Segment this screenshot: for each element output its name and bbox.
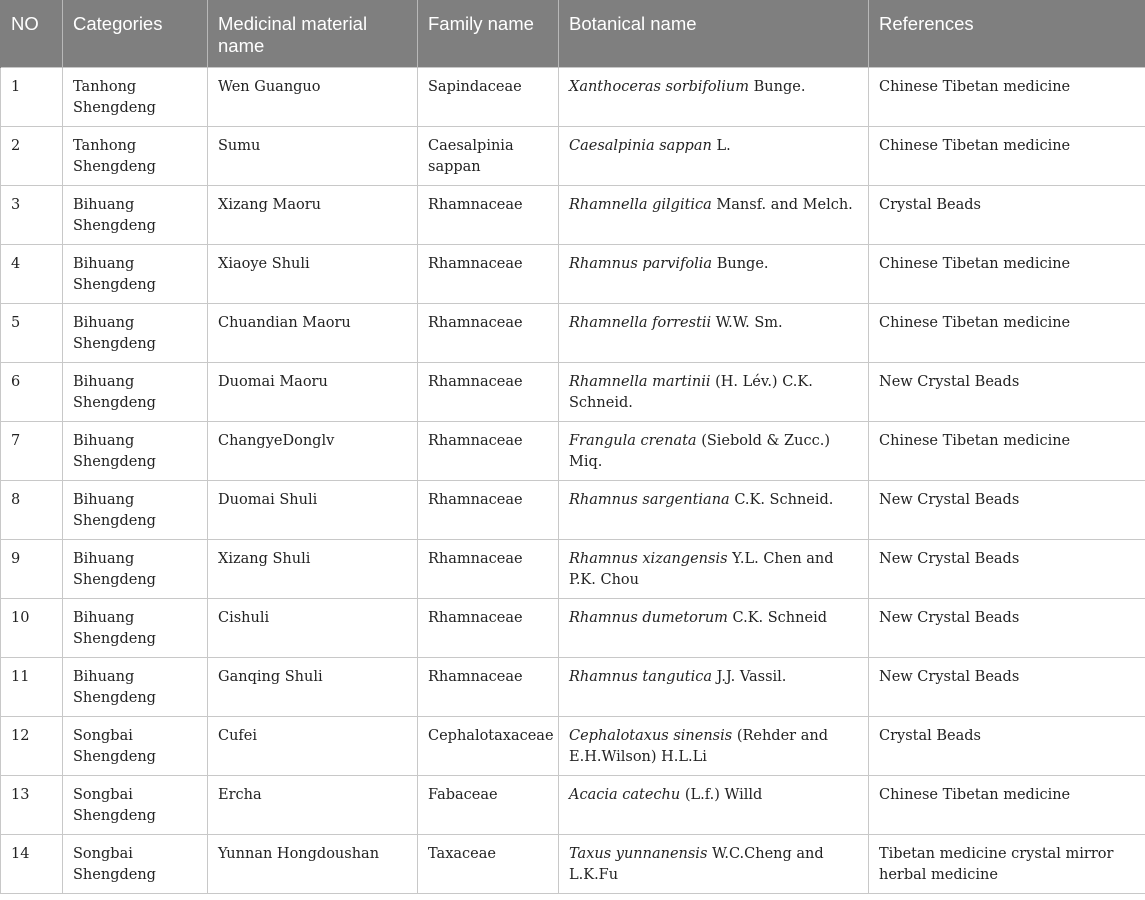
cell-botanical-name: [559, 776, 869, 835]
authority-name: Y.L. Chen and P.K. Chou: [569, 551, 834, 588]
table-row: [1, 363, 1145, 422]
cell-botanical-name: [559, 363, 869, 422]
cell-reference: New Crystal Beads: [869, 363, 1145, 422]
cell-category: Bihuang Shengdeng: [63, 481, 208, 540]
cell-family-name: Rhamnaceae: [418, 481, 559, 540]
header-categories: Categories: [63, 0, 208, 68]
authority-name: W.W. Sm.: [715, 315, 783, 331]
species-name: Rhamnella gilgitica: [569, 197, 712, 213]
cell-category: Bihuang Shengdeng: [63, 186, 208, 245]
cell-reference: New Crystal Beads: [869, 658, 1145, 717]
species-name: Xanthoceras sorbifolium: [569, 79, 750, 95]
cell-material-name: Ganqing Shuli: [208, 658, 418, 717]
authority-name: (L.f.) Willd: [684, 787, 763, 803]
cell-category: Songbai Shengdeng: [63, 835, 208, 894]
header-no: NO: [1, 0, 63, 68]
cell-family-name: Cephalotaxaceae: [418, 717, 559, 776]
species-name: Rhamnus dumetorum: [569, 610, 728, 626]
table-row: [1, 599, 1145, 658]
authority-name: L.: [716, 138, 731, 154]
cell-category: Bihuang Shengdeng: [63, 658, 208, 717]
cell-botanical-name: [559, 835, 869, 894]
cell-family-name: Rhamnaceae: [418, 540, 559, 599]
header-medicinal-material-name: Medicinal material name: [208, 0, 418, 68]
cell-botanical-name: [559, 245, 869, 304]
cell-reference: Chinese Tibetan medicine: [869, 776, 1145, 835]
cell-family-name: Rhamnaceae: [418, 658, 559, 717]
authority-name: C.K. Schneid: [732, 610, 827, 626]
authority-name: (Rehder and E.H.Wilson) H.L.Li: [569, 728, 828, 765]
authority-name: C.K. Schneid.: [734, 492, 834, 508]
cell-family-name: Rhamnaceae: [418, 186, 559, 245]
cell-material-name: Xizang Maoru: [208, 186, 418, 245]
table-row: [1, 540, 1145, 599]
cell-family-name: Rhamnaceae: [418, 363, 559, 422]
cell-material-name: Cishuli: [208, 599, 418, 658]
cell-no: 5: [1, 304, 63, 363]
cell-no: 7: [1, 422, 63, 481]
authority-name: J.J. Vassil.: [716, 669, 787, 685]
table-row: [1, 422, 1145, 481]
cell-category: Bihuang Shengdeng: [63, 599, 208, 658]
cell-category: Bihuang Shengdeng: [63, 422, 208, 481]
cell-material-name: Yunnan Hongdoushan: [208, 835, 418, 894]
cell-reference: New Crystal Beads: [869, 481, 1145, 540]
cell-material-name: Xizang Shuli: [208, 540, 418, 599]
cell-no: 12: [1, 717, 63, 776]
cell-material-name: Cufei: [208, 717, 418, 776]
cell-category: Songbai Shengdeng: [63, 717, 208, 776]
cell-reference: Chinese Tibetan medicine: [869, 68, 1145, 127]
cell-no: 3: [1, 186, 63, 245]
cell-botanical-name: [559, 186, 869, 245]
species-name: Rhamnus tangutica: [569, 669, 713, 685]
authority-name: Bunge.: [753, 79, 806, 95]
table-row: [1, 68, 1145, 127]
species-name: Acacia catechu: [569, 787, 681, 803]
cell-category: Songbai Shengdeng: [63, 776, 208, 835]
species-name: Frangula crenata: [569, 433, 697, 449]
cell-no: 14: [1, 835, 63, 894]
cell-botanical-name: [559, 717, 869, 776]
authority-name: (H. Lév.) C.K. Schneid.: [569, 374, 813, 411]
table-row: [1, 835, 1145, 894]
cell-family-name: Fabaceae: [418, 776, 559, 835]
cell-reference: Chinese Tibetan medicine: [869, 304, 1145, 363]
cell-family-name: Rhamnaceae: [418, 599, 559, 658]
cell-material-name: Chuandian Maoru: [208, 304, 418, 363]
cell-category: Bihuang Shengdeng: [63, 304, 208, 363]
authority-name: (Siebold & Zucc.) Miq.: [569, 433, 830, 470]
cell-no: 6: [1, 363, 63, 422]
species-name: Taxus yunnanensis: [569, 846, 708, 862]
header-references: References: [869, 0, 1145, 68]
cell-botanical-name: [559, 127, 869, 186]
header-family-name: Family name: [418, 0, 559, 68]
cell-botanical-name: [559, 599, 869, 658]
table-header-row: [1, 0, 1145, 68]
cell-category: Bihuang Shengdeng: [63, 540, 208, 599]
cell-reference: Chinese Tibetan medicine: [869, 245, 1145, 304]
cell-family-name: Rhamnaceae: [418, 245, 559, 304]
authority-name: W.C.Cheng and L.K.Fu: [569, 846, 824, 883]
authority-name: Mansf. and Melch.: [716, 197, 853, 213]
cell-material-name: Duomai Maoru: [208, 363, 418, 422]
species-name: Rhamnella forrestii: [569, 315, 712, 331]
cell-no: 4: [1, 245, 63, 304]
species-name: Rhamnus parvifolia: [569, 256, 713, 272]
cell-material-name: Xiaoye Shuli: [208, 245, 418, 304]
cell-reference: Crystal Beads: [869, 186, 1145, 245]
cell-reference: New Crystal Beads: [869, 599, 1145, 658]
cell-material-name: Wen Guanguo: [208, 68, 418, 127]
cell-family-name: Rhamnaceae: [418, 422, 559, 481]
cell-reference: Crystal Beads: [869, 717, 1145, 776]
table-row: [1, 481, 1145, 540]
species-name: Rhamnus sargentiana: [569, 492, 730, 508]
table-row: [1, 245, 1145, 304]
cell-no: 1: [1, 68, 63, 127]
header-botanical-name: Botanical name: [559, 0, 869, 68]
cell-botanical-name: [559, 304, 869, 363]
table-row: [1, 776, 1145, 835]
cell-no: 2: [1, 127, 63, 186]
table-row: [1, 186, 1145, 245]
table-row: [1, 717, 1145, 776]
species-name: Cephalotaxus sinensis: [569, 728, 733, 744]
species-name: Rhamnella martinii: [569, 374, 711, 390]
cell-reference: Tibetan medicine crystal mirror herbal medicine: [869, 835, 1145, 894]
cell-material-name: Duomai Shuli: [208, 481, 418, 540]
cell-reference: New Crystal Beads: [869, 540, 1145, 599]
cell-no: 13: [1, 776, 63, 835]
cell-no: 11: [1, 658, 63, 717]
table-row: [1, 127, 1145, 186]
table-body: [1, 68, 1145, 894]
cell-family-name: Caesalpinia sappan: [418, 127, 559, 186]
cell-family-name: Sapindaceae: [418, 68, 559, 127]
cell-material-name: Sumu: [208, 127, 418, 186]
cell-botanical-name: [559, 68, 869, 127]
cell-category: Tanhong Shengdeng: [63, 68, 208, 127]
cell-botanical-name: [559, 540, 869, 599]
cell-no: 10: [1, 599, 63, 658]
cell-category: Bihuang Shengdeng: [63, 245, 208, 304]
species-name: Rhamnus xizangensis: [569, 551, 728, 567]
cell-reference: Chinese Tibetan medicine: [869, 422, 1145, 481]
cell-family-name: Rhamnaceae: [418, 304, 559, 363]
cell-no: 9: [1, 540, 63, 599]
cell-botanical-name: [559, 658, 869, 717]
authority-name: Bunge.: [716, 256, 769, 272]
species-name: Caesalpinia sappan: [569, 138, 712, 154]
cell-material-name: ChangyeDonglv: [208, 422, 418, 481]
cell-category: Tanhong Shengdeng: [63, 127, 208, 186]
table-row: [1, 304, 1145, 363]
cell-material-name: Ercha: [208, 776, 418, 835]
table-row: [1, 658, 1145, 717]
cell-botanical-name: [559, 481, 869, 540]
cell-no: 8: [1, 481, 63, 540]
cell-category: Bihuang Shengdeng: [63, 363, 208, 422]
cell-family-name: Taxaceae: [418, 835, 559, 894]
cell-botanical-name: [559, 422, 869, 481]
cell-reference: Chinese Tibetan medicine: [869, 127, 1145, 186]
